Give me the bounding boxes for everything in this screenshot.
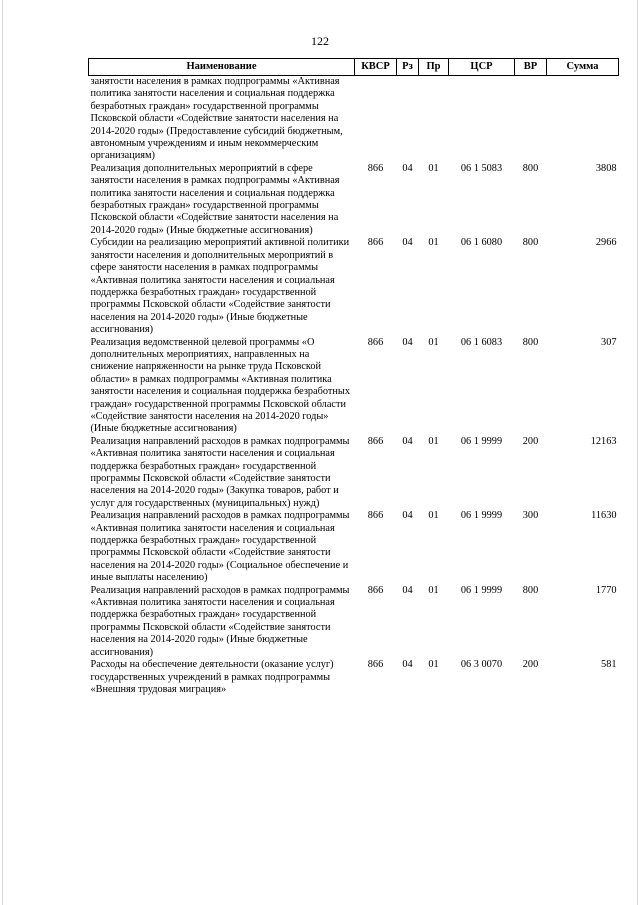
header-csr: ЦСР <box>449 59 515 76</box>
cell-sum: 307 <box>601 336 617 348</box>
table-body <box>89 76 619 697</box>
table-row <box>89 585 619 659</box>
cell-sum: 3808 <box>595 162 617 174</box>
cell-name: Реализация направлений расходов в рамках подпрограммы «Активная политика занятости населения и социальная поддержка безработных граждан» государственной программы Псковской области «Содействие занятости населения на 2014-2020 годы» (Иные бюджетные ассигнования) <box>90 584 350 658</box>
table-row <box>89 659 619 696</box>
cell-sum: 1770 <box>595 584 617 596</box>
cell-sum: 581 <box>601 659 617 671</box>
cell-csr: 06 3 0070 <box>460 659 503 671</box>
cell-vr: 200 <box>522 435 539 447</box>
scan-edge-line-left <box>2 0 3 905</box>
cell-sum <box>547 76 619 163</box>
cell-name: занятости населения в рамках подпрограммы «Активная политика занятости населения и социальная поддержка безработных граждан» государственной программы Псковской области «Содействие занятости населения на 2014-2020 годы» (Предоставление субсидий бюджетным, автономным учреждениям и иным некоммерческим организациям) <box>90 76 343 162</box>
cell-vr: 800 <box>522 162 539 174</box>
cell-rz: 04 <box>402 336 413 348</box>
header-kvsr: КВСР <box>355 59 397 76</box>
cell-rz: 04 <box>402 659 413 671</box>
cell-vr: 300 <box>522 510 539 522</box>
cell-name: Реализация ведомственной целевой программы «О дополнительных мероприятиях, направленных на снижение напряженности на рынке труда Псковской области» в рамках подпрограммы «Активная политика занятости населения и социальная поддержка безработных граждан» государственной программы Псковской области «Содействие занятости населения на 2014-2020 годы» (Иные бюджетные ассигнования) <box>90 336 350 435</box>
cell-rz: 04 <box>402 435 413 447</box>
table-row <box>89 510 619 584</box>
cell-name: Реализация направлений расходов в рамках подпрограммы «Активная политика занятости населения и социальная поддержка безработных граждан» государственной программы Псковской области «Содействие занятости населения на 2014-2020 годы» (Социальное обеспечение и иные выплаты населению) <box>90 510 350 584</box>
cell-csr: 06 1 6083 <box>460 336 503 348</box>
cell-name: Субсидии на реализацию мероприятий активной политики занятости населения и дополнительных мероприятий в сфере занятости населения в рамках подпрограммы «Активная политика занятости населения и социальная поддержка безработных граждан» государственной программы Псковской области «Содействие занятости населения на 2014-2020 годы» (Иные бюджетные ассигнования) <box>90 237 350 336</box>
cell-csr: 06 1 9999 <box>460 584 503 596</box>
cell-kvsr: 866 <box>367 659 384 671</box>
cell-name: Расходы на обеспечение деятельности (оказание услуг) государственных учреждений в рамках подпрограммы «Внешняя трудовая миграция» <box>90 659 334 695</box>
table-row <box>89 436 619 510</box>
budget-table <box>88 58 619 696</box>
cell-kvsr: 866 <box>367 237 384 249</box>
cell-pr: 01 <box>428 237 439 249</box>
header-sum: Сумма <box>547 59 619 76</box>
cell-pr: 01 <box>428 510 439 522</box>
cell-pr: 01 <box>428 336 439 348</box>
cell-csr: 06 1 9999 <box>460 435 503 447</box>
cell-kvsr <box>355 76 397 163</box>
scan-edge-line-right <box>637 0 638 905</box>
cell-sum: 11630 <box>591 510 617 522</box>
cell-csr: 06 1 9999 <box>460 510 503 522</box>
cell-name: Реализация дополнительных мероприятий в сфере занятости населения в рамках подпрограммы «Активная политика занятости населения и социальная поддержка безработных граждан» государственной программы Псковской области «Содействие занятости населения на 2014-2020 годы» (Иные бюджетные ассигнования) <box>90 162 340 236</box>
cell-kvsr: 866 <box>367 435 384 447</box>
cell-kvsr: 866 <box>367 584 384 596</box>
cell-pr: 01 <box>428 584 439 596</box>
table-row <box>89 337 619 436</box>
cell-vr: 800 <box>522 336 539 348</box>
table-row <box>89 76 619 163</box>
cell-pr: 01 <box>428 162 439 174</box>
header-rz: Рз <box>397 59 419 76</box>
cell-sum: 12163 <box>590 435 617 447</box>
cell-csr: 06 1 6080 <box>460 237 503 249</box>
cell-name: Реализация направлений расходов в рамках подпрограммы «Активная политика занятости населения и социальная поддержка безработных граждан» государственной программы Псковской области «Содействие занятости населения на 2014-2020 годы» (Закупка товаров, работ и услуг для государственных (муниципальных) нужд) <box>90 435 350 509</box>
cell-vr: 800 <box>522 584 539 596</box>
cell-rz: 04 <box>402 510 413 522</box>
cell-vr: 800 <box>522 237 539 249</box>
cell-csr <box>449 76 515 163</box>
cell-rz: 04 <box>402 162 413 174</box>
cell-kvsr: 866 <box>367 336 384 348</box>
cell-rz: 04 <box>402 584 413 596</box>
header-vr: ВР <box>515 59 547 76</box>
cell-rz <box>397 76 419 163</box>
cell-csr: 06 1 5083 <box>460 162 503 174</box>
cell-pr: 01 <box>428 435 439 447</box>
cell-pr: 01 <box>428 659 439 671</box>
cell-vr <box>515 76 547 163</box>
cell-rz: 04 <box>402 237 413 249</box>
page-number: 122 <box>311 34 329 48</box>
table-header <box>89 59 619 76</box>
header-pr: Пр <box>419 59 449 76</box>
cell-kvsr: 866 <box>367 510 384 522</box>
table-row <box>89 237 619 336</box>
header-row <box>89 59 619 76</box>
cell-vr: 200 <box>522 659 539 671</box>
cell-kvsr: 866 <box>367 162 384 174</box>
cell-pr <box>419 76 449 163</box>
cell-sum: 2966 <box>595 237 617 249</box>
header-name: Наименование <box>89 59 355 76</box>
table-row <box>89 163 619 237</box>
